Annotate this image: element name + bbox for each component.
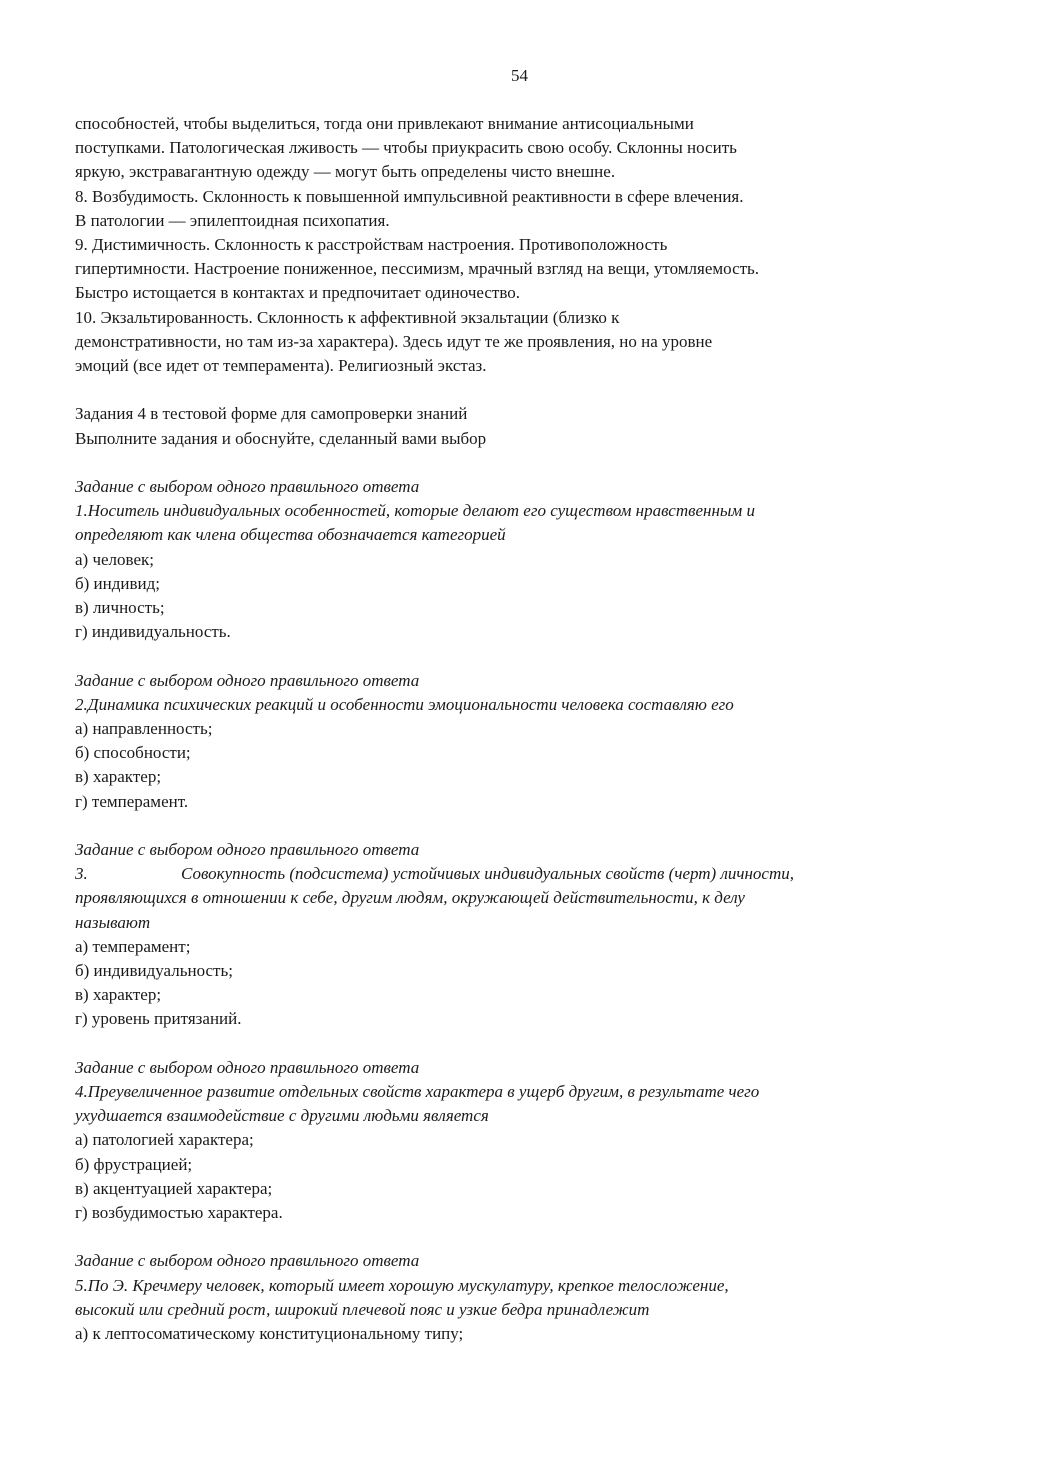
text-line: В патологии — эпилептоидная психопатия. [75, 210, 390, 230]
text-line: 10. Экзальтированность. Склонность к аффективной экзальтации (близко к [75, 307, 620, 327]
page-content [75, 112, 955, 1346]
task-4 [75, 1056, 955, 1225]
question-line: 5.По Э. Кречмеру человек, который имеет хорошую мускулатуру, крепкое телосложение, [75, 1275, 729, 1295]
answer-option: г) возбудимостью характера. [75, 1203, 283, 1223]
question-text: Совокупность (подсистема) устойчивых индивидуальных свойств (черт) личности, [181, 864, 794, 884]
question-first-line [75, 862, 955, 886]
text-line: поступками. Патологическая лживость — чтобы приукрасить свою особу. Склонны носить [75, 138, 737, 158]
task-label: Задание с выбором одного правильного ответа [75, 840, 420, 860]
answer-option: г) темперамент. [75, 791, 189, 811]
task-label: Задание с выбором одного правильного ответа [75, 1251, 420, 1271]
answer-option: б) фрустрацией; [75, 1154, 193, 1174]
intro-text [75, 112, 955, 378]
question-line: называют [75, 912, 151, 932]
task-label: Задание с выбором одного правильного ответа [75, 670, 420, 690]
section-title: Задания 4 в тестовой форме для самопроверки знаний [75, 404, 468, 424]
question-number: 3. [75, 864, 88, 884]
text-line: способностей, чтобы выделиться, тогда они привлекают внимание антисоциальными [75, 114, 694, 133]
task-5 [75, 1249, 955, 1346]
text-line: 9. Дистимичность. Склонность к расстройствам настроения. Противоположность [75, 235, 668, 255]
answer-option: а) к лептосоматическому конституциональному типу; [75, 1324, 464, 1344]
text-line: демонстративности, но там из-за характера). Здесь идут те же проявления, но на уровне [75, 331, 713, 351]
question-line: определяют как члена общества обозначается категорией [75, 525, 506, 545]
question-line: 4.Преувеличенное развитие отдельных свойств характера в ущерб другим, в результате чего [75, 1082, 760, 1102]
page-number: 54 [511, 66, 528, 85]
question-line: 2.Динамика психических реакций и особенности эмоциональности человека составляю его [75, 694, 734, 714]
text-line: эмоций (все идет от темперамента). Религиозный экстаз. [75, 356, 487, 376]
spacer [75, 1032, 955, 1056]
spacer [75, 1225, 955, 1249]
answer-option: в) характер; [75, 767, 162, 787]
task-3 [75, 838, 955, 1032]
spacer [75, 451, 955, 475]
spacer [75, 378, 955, 402]
task-1 [75, 475, 955, 644]
answer-option: г) индивидуальность. [75, 622, 231, 642]
section-header [75, 402, 955, 450]
task-label: Задание с выбором одного правильного ответа [75, 477, 420, 497]
question-line: проявляющихся в отношении к себе, другим людям, окружающей действительности, к делу [75, 888, 745, 908]
answer-option: в) акцентуацией характера; [75, 1178, 273, 1198]
answer-option: б) индивидуальность; [75, 961, 233, 981]
question-line: ухудшается взаимодействие с другими людьми является [75, 1106, 489, 1126]
answer-option: г) уровень притязаний. [75, 1009, 242, 1029]
text-line: гипертимности. Настроение пониженное, пессимизм, мрачный взгляд на вещи, утомляемость. [75, 259, 760, 279]
answer-option: а) человек; [75, 549, 154, 569]
answer-option: в) характер; [75, 985, 162, 1005]
task-2 [75, 669, 955, 814]
answer-option: а) патологией характера; [75, 1130, 254, 1150]
spacer [75, 814, 955, 838]
question-line: высокий или средний рост, широкий плечевой пояс и узкие бедра принадлежит [75, 1299, 650, 1319]
answer-option: в) личность; [75, 598, 165, 618]
spacer [75, 644, 955, 668]
answer-option: а) темперамент; [75, 936, 191, 956]
text-line: 8. Возбудимость. Склонность к повышенной импульсивной реактивности в сфере влечения. [75, 186, 744, 206]
text-line: яркую, экстравагантную одежду — могут быть определены чисто внешне. [75, 162, 616, 182]
text-line: Быстро истощается в контактах и предпочитает одиночество. [75, 283, 521, 303]
answer-option: а) направленность; [75, 719, 213, 739]
task-label: Задание с выбором одного правильного ответа [75, 1057, 420, 1077]
answer-option: б) способности; [75, 743, 191, 763]
question-line: 1.Носитель индивидуальных особенностей, которые делают его существом нравственным и [75, 501, 755, 521]
section-instruction: Выполните задания и обоснуйте, сделанный вами выбор [75, 428, 487, 448]
answer-option: б) индивид; [75, 573, 160, 593]
